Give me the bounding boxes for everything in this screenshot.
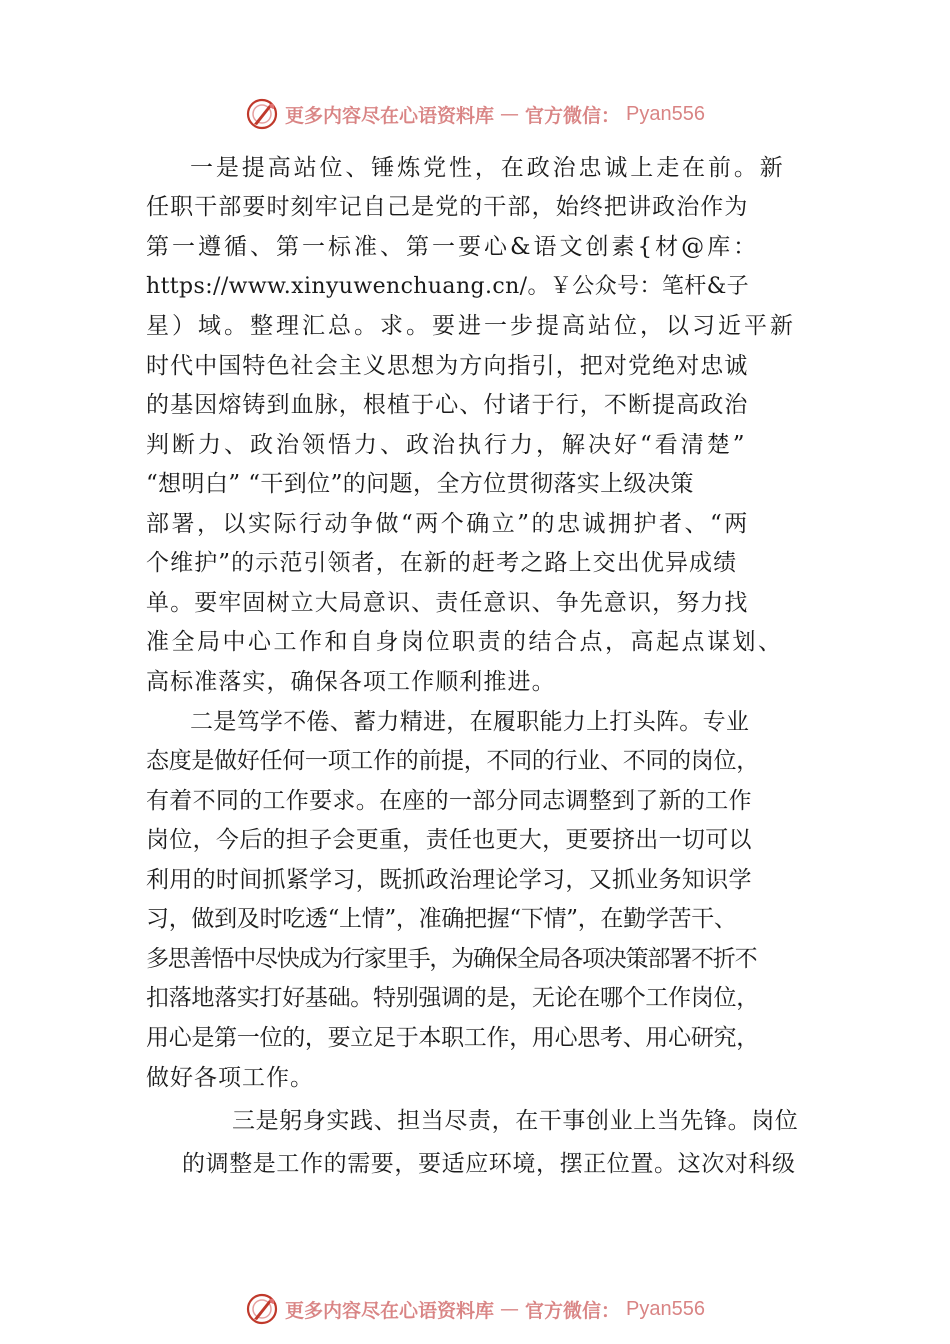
text-line: 做好各项工作。 <box>146 1065 314 1091</box>
text-line: 时代中国特色社会主义思想为方向指引，把对党绝对忠诚 <box>146 353 749 379</box>
text-line: 判断力、政治领悟力、政治执行力，解决好“看清楚” <box>146 432 748 458</box>
quill-logo-icon <box>245 97 279 131</box>
text-line: 扣落地落实打好基础。特别强调的是，无论在哪个工作岗位， <box>146 985 759 1011</box>
text-line: 的基因熔铸到血脉，根植于心、付诸于行，不断提高政治 <box>146 392 749 418</box>
text-line: 单。要牢固树立大局意识、责任意识、争先意识，努力找 <box>146 590 749 616</box>
text-line: 部署，以实际行动争做“两个确立”的忠诚拥护者、“两 <box>146 511 750 537</box>
banner-main-text: 更多内容尽在心语资料库 <box>285 104 495 127</box>
text-line: 习，做到及时吃透“上情”，准确把握“下情”，在勤学苦干、 <box>146 906 737 932</box>
text-line: 任职干部要时刻牢记自己是党的干部，始终把讲政治作为 <box>146 194 749 220</box>
banner-label: 官方微信： <box>525 104 621 127</box>
text-line: 三是躬身实践、担当尽责，在干事创业上当先锋。岗位 <box>232 1108 799 1134</box>
text-line: 多思善悟中尽快成为行家里手，为确保全局各项决策部署不折不 <box>146 946 757 972</box>
header-banner <box>0 94 950 134</box>
text-line: 的调整是工作的需要，要适应环境，摆正位置。这次对科级 <box>182 1151 796 1177</box>
banner-separator: — <box>500 103 520 125</box>
footer-banner <box>0 1289 950 1329</box>
text-line: 有着不同的工作要求。在座的一部分同志调整到了新的工作 <box>146 788 752 814</box>
banner-wechat-id: Pyan556 <box>626 1297 705 1320</box>
text-line: https://www.xinyuwenchuang.cn/。￥公众号：笔杆&子 <box>146 274 750 299</box>
text-line: 二是笃学不倦、蓄力精进，在履职能力上打头阵。专业 <box>190 709 750 735</box>
text-line: 第一遵循、第一标准、第一要心&语文创素{材@库： <box>146 234 760 260</box>
text-line: 个维护”的示范引领者，在新的赶考之路上交出优异成绩 <box>146 550 738 576</box>
banner-separator: — <box>500 1298 520 1320</box>
banner-wechat-id: Pyan556 <box>626 102 705 125</box>
text-line: 星）域。整理汇总。求。要进一步提高站位，以习近平新 <box>146 313 796 339</box>
banner-label: 官方微信： <box>525 1299 621 1322</box>
text-line: 岗位，今后的担子会更重，责任也更大，更要挤出一切可以 <box>146 827 752 853</box>
banner-main-text: 更多内容尽在心语资料库 <box>285 1299 495 1322</box>
text-line: “想明白” “干到位”的问题，全方位贯彻落实上级决策 <box>146 471 694 497</box>
text-line: 利用的时间抓紧学习，既抓政治理论学习，又抓业务知识学 <box>146 867 752 893</box>
text-line: 高标准落实，确保各项工作顺利推进。 <box>146 669 556 695</box>
text-line: 态度是做好任何一项工作的前提，不同的行业、不同的岗位， <box>146 748 759 774</box>
text-line: 准全局中心工作和自身岗位职责的结合点，高起点谋划、 <box>146 629 784 655</box>
text-line: 一是提高站位、锤炼党性，在政治忠诚上走在前。新 <box>190 155 786 181</box>
quill-logo-icon <box>245 1292 279 1326</box>
text-line: 用心是第一位的，要立足于本职工作，用心思考、用心研究， <box>146 1025 759 1051</box>
